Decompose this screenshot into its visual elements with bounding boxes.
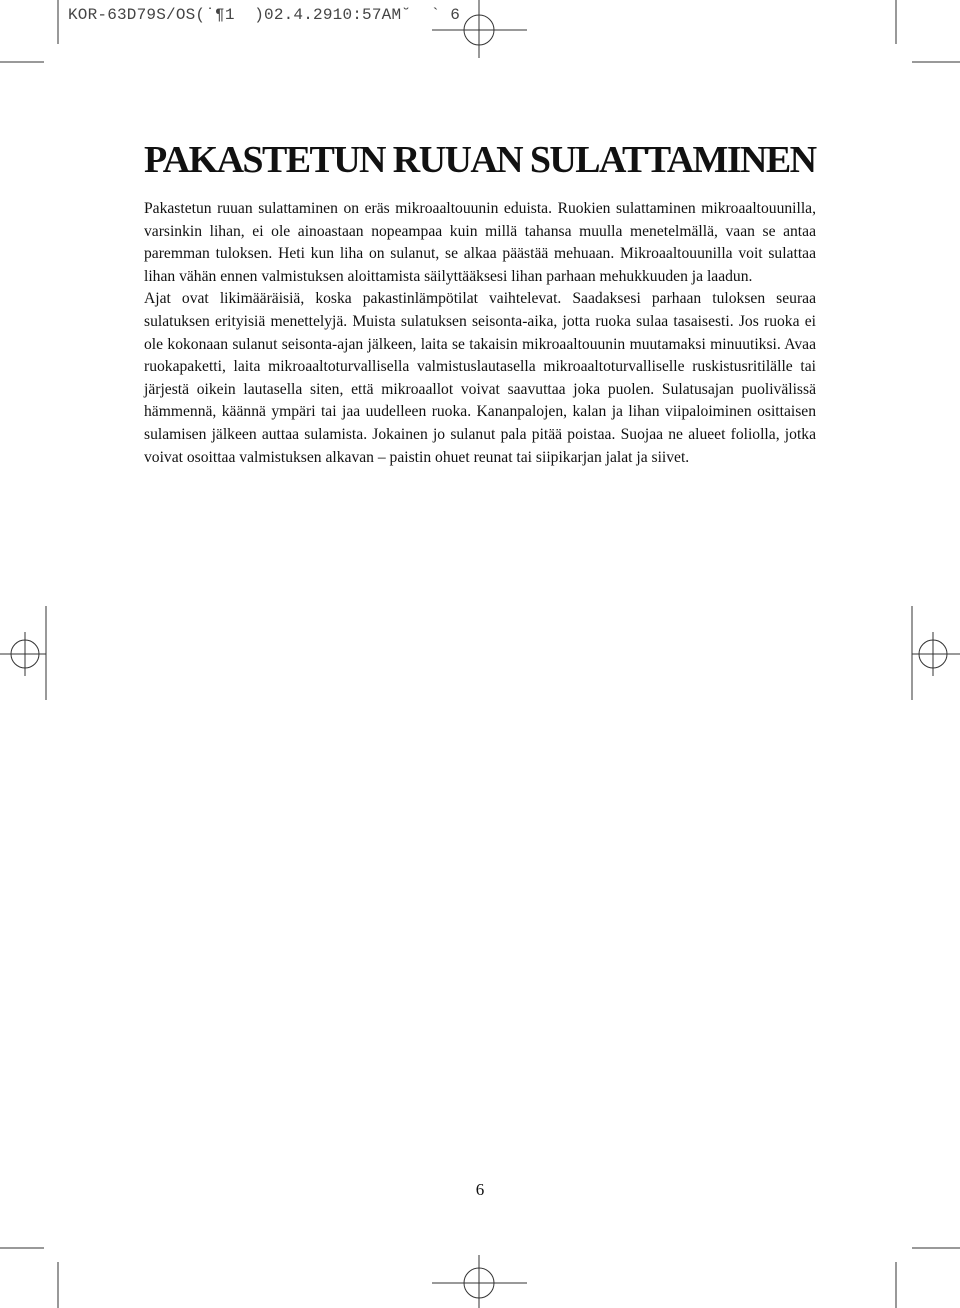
registration-mark-bottom bbox=[432, 1255, 527, 1308]
registration-mark-left bbox=[0, 606, 46, 700]
registration-mark-right bbox=[912, 606, 960, 700]
instructions-paragraph: Ajat ovat likimääräisiä, koska pakastinlämpötilat vaihtelevat. Saadaksesi parhaan tuloksen seuraa sulatuksen erityisiä menettelyjä. Muista sulatuksen seisonta-aika, jotta ruoka sulaa tasaisesti. Jos ruoka ei ole kokonaan sulanut seisonta-ajan jälkeen, laita se takaisin mikroaaltouunin muutamaksi minuutiksi. Avaa ruokapaketti, laita mikroaaltoturvallisella valmistuslautasella mikroaaltoturvalliselle ruskistusritilälle tai järjestä oikein lautasella siten, että mikroaallot voivat saavuttaa joka puolen. Sulatusajan puolivälissä hämmennä, käännä ympäri tai jaa uudelleen ruoka. Kananpalojen, kalan ja lihan viipaloiminen osittaisen sulamisen jälkeen auttaa sulamista. Jokainen jo sulanut pala pitää poistaa. Suojaa ne alueet foliolla, jotka voivat osoittaa valmistuksen alkavan – paistin ohuet reunat tai siipikarjan jalat ja siivet. bbox=[144, 290, 816, 466]
print-slug: KOR-63D79S/OS(˙¶1 )02.4.2910:57AM˘ ` 6 bbox=[68, 6, 461, 24]
body-text bbox=[144, 198, 816, 469]
intro-paragraph: Pakastetun ruuan sulattaminen on eräs mikroaaltouunin eduista. Ruokien sulattaminen mikroaaltouunilla, varsinkin lihan, ei ole ainoastaan nopeampaa kuin millä tahansa muulla menetelmällä, vaan se antaa paremman tuloksen. Heti kun liha on sulanut, se alkaa päästää mehuaan. Mikroaaltouunilla voit sulattaa lihan vähän ennen valmistuksen aloittamista säilyttääksesi lihan parhaan mehukkuuden ja laadun. bbox=[144, 200, 816, 285]
page-number: 6 bbox=[475, 1180, 485, 1199]
page-title: PAKASTETUN RUUAN SULATTAMINEN bbox=[144, 139, 816, 181]
